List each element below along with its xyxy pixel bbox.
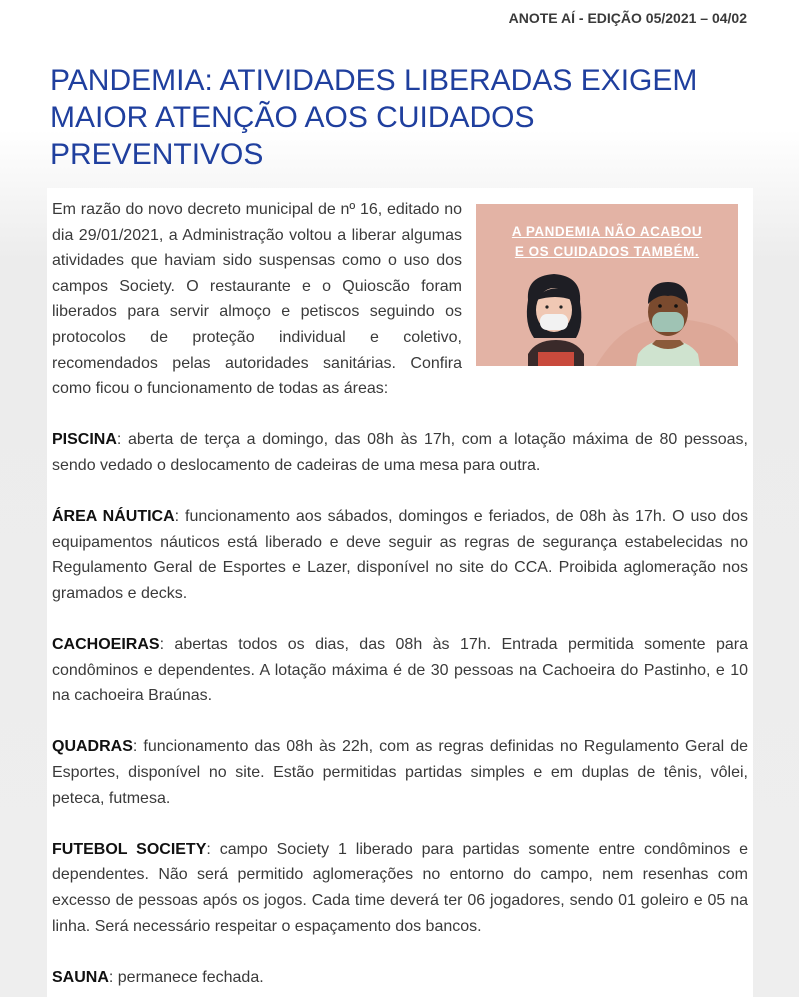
banner-text	[476, 222, 738, 262]
section-label: SAUNA	[52, 968, 109, 986]
banner-line-1: A PANDEMIA NÃO ACABOU	[511, 224, 703, 239]
section-text: : campo Society 1 liberado para partidas somente entre condôminos e dependentes. Não será permitido aglomerações no entorno do campo, nem resenhas com excesso de pessoas após os jogos. Cada time deverá ter 06 jogadores, sendo 01 goleiro e 05 na linha. Será necessário respeitar o espaçamento dos bancos.	[52, 840, 749, 935]
section-text: : funcionamento aos sábados, domingos e feriados, de 08h às 17h. O uso dos equipamentos náuticos está liberado e deve seguir as regras de segurança estabelecidas no Regulamento Geral de Esportes e Lazer, disponível no site do CCA. Proibida aglomeração nos gramados e decks.	[52, 508, 748, 602]
section-paragraph-area-nautica	[52, 504, 748, 606]
section-text: : funcionamento das 08h às 22h, com as regras definidas no Regulamento Geral de Esportes, disponível no site. Estão permitidas partidas simples e em duplas de tênis, vôlei, peteca, futmesa.	[52, 738, 748, 807]
section-paragraph-futebol-society	[52, 837, 748, 939]
woman-with-mask-icon	[527, 274, 584, 366]
section-paragraph-cachoeiras	[52, 632, 748, 709]
section-label: QUADRAS	[52, 738, 133, 756]
pandemic-banner-image	[476, 204, 738, 366]
section-text: : permanece fechada.	[108, 968, 264, 986]
section-label: PISCINA	[52, 431, 117, 449]
article-title: PANDEMIA: ATIVIDADES LIBERADAS EXIGEM MAIOR ATENÇÃO AOS CUIDADOS PREVENTIVOS	[50, 64, 698, 171]
article-body	[47, 188, 753, 997]
section-paragraph-piscina	[52, 427, 748, 478]
section-text: : abertas todos os dias, das 08h às 17h. Entrada permitida somente para condôminos e dependentes. A lotação máxima é de 30 pessoas na Cachoeira do Pastinho, e 10 na cachoeira Braúnas.	[52, 636, 748, 705]
section-label: FUTEBOL SOCIETY	[52, 840, 207, 858]
banner-line-2: E OS CUIDADOS TAMBÉM.	[514, 244, 700, 259]
section-label: CACHOEIRAS	[52, 636, 160, 654]
section-paragraph-sauna	[52, 965, 748, 991]
intro-paragraph: Em razão do novo decreto municipal de nº 16, editado no dia 29/01/2021, a Administração voltou a liberar algumas atividades que haviam sido suspensas como o uso dos campos Society. O restaurante e o Quioscão foram liberados para servir almoço e petiscos seguindo os protocolos de proteção individual e coletivo, recomendados pelas autoridades sanitárias. Confira como ficou o funcionamento de todas as áreas:	[52, 201, 462, 398]
section-text: : aberta de terça a domingo, das 08h às 17h, com a lotação máxima de 80 pessoas, sendo vedado o deslocamento de cadeiras de uma mesa para outra.	[52, 431, 748, 474]
section-paragraph-quadras	[52, 734, 748, 811]
section-label: ÁREA NÁUTICA	[52, 508, 175, 526]
edition-header: ANOTE AÍ - EDIÇÃO 05/2021 – 04/02	[508, 10, 747, 26]
